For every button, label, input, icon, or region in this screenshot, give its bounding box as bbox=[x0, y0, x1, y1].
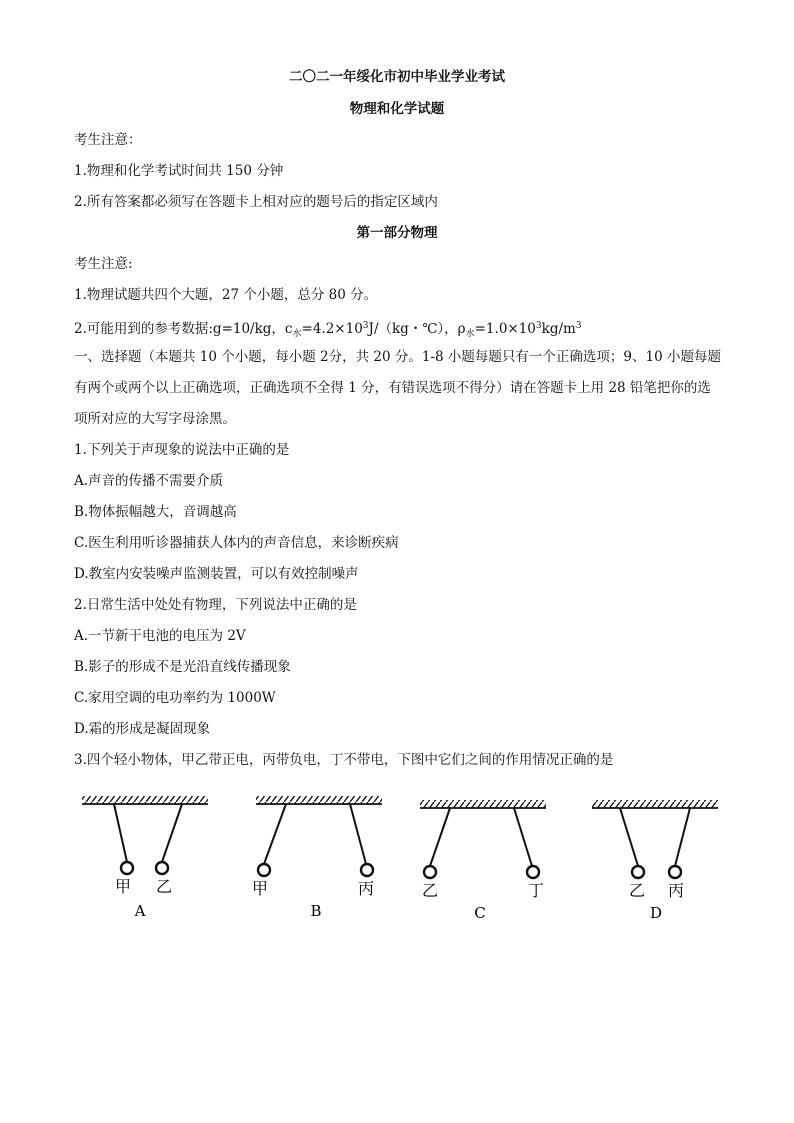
c-unit: J/（kg・℃），ρ bbox=[368, 321, 466, 337]
rho-exponent: 3 bbox=[535, 321, 542, 331]
ball-label-right: 丙 bbox=[357, 879, 375, 898]
reference-data-prefix: 2.可能用到的参考数据:g=10/kg，c bbox=[74, 321, 293, 337]
panel-c bbox=[420, 800, 546, 922]
ceiling-hatch bbox=[256, 796, 382, 804]
part-one-notice-1: 1.物理试题共四个大题，27 个小题，总分 80 分。 bbox=[74, 287, 378, 303]
ball-label-right: 乙 bbox=[155, 877, 173, 896]
thread-right bbox=[675, 808, 690, 866]
ceiling-hatch bbox=[592, 800, 718, 808]
section-one-instructions-line-2: 有两个或两个以上正确选项，正确选项不全得 1 分，有错误选项不得分）请在答题卡上用 28 铅笔把你的选 bbox=[74, 380, 711, 396]
ball-label-left: 甲 bbox=[251, 879, 269, 898]
ball-label-right: 丁 bbox=[527, 881, 545, 900]
question-2-option-d: D.霜的形成是凝固现象 bbox=[74, 721, 211, 737]
ball-label-left: 乙 bbox=[628, 881, 646, 900]
question-2-option-a: A.一节新干电池的电压为 2V bbox=[74, 628, 246, 644]
ceiling-hatch bbox=[82, 796, 208, 804]
thread-right bbox=[350, 804, 366, 864]
question-3-stem: 3.四个轻小物体，甲乙带正电，丙带负电，丁不带电，下图中它们之间的作用情况正确的是 bbox=[74, 752, 614, 768]
thread-left bbox=[620, 808, 638, 866]
c-exponent: 3 bbox=[362, 321, 369, 331]
ball-right bbox=[669, 866, 681, 878]
rho-unit: kg/m bbox=[541, 321, 576, 337]
thread-left bbox=[430, 808, 450, 866]
general-notice-item-1: 1.物理和化学考试时间共 150 分钟 bbox=[74, 163, 284, 179]
ball-left bbox=[424, 866, 436, 878]
ball-label-left: 甲 bbox=[114, 877, 132, 896]
panel-letter: D bbox=[649, 904, 663, 922]
panel-letter: C bbox=[474, 904, 486, 922]
panel-letter: A bbox=[134, 902, 146, 920]
question-1-stem: 1.下列关于声现象的说法中正确的是 bbox=[74, 442, 290, 458]
question-1-option-a: A.声音的传播不需要介质 bbox=[74, 473, 224, 489]
subject-title: 物理和化学试题 bbox=[349, 101, 445, 117]
section-one-instructions-line-3: 项所对应的大写字母涂黑。 bbox=[74, 411, 236, 427]
rho-subscript: 水 bbox=[465, 329, 475, 339]
part-one-notice-heading: 考生注意: bbox=[74, 256, 133, 272]
question-3-figure bbox=[74, 778, 726, 924]
general-notice-item-2: 2.所有答案都必须写在答题卡上相对应的题号后的指定区域内 bbox=[74, 194, 438, 210]
thread-left bbox=[264, 804, 286, 864]
part-one-notice-2 bbox=[74, 317, 582, 343]
ball-label-right: 丙 bbox=[667, 881, 685, 900]
question-1-option-c: C.医生利用听诊器捕获人体内的声音信息，来诊断疾病 bbox=[74, 535, 399, 551]
section-one-instructions-line-1: 一、选择题（本题共 10 个小题，每小题 2分，共 20 分。1-8 小题每题只有一个正确选项；9、10 小题每题 bbox=[74, 349, 721, 365]
panel-letter: B bbox=[310, 902, 322, 920]
question-2-stem: 2.日常生活中处处有物理，下列说法中正确的是 bbox=[74, 597, 357, 613]
c-subscript: 水 bbox=[292, 329, 302, 339]
exam-title: 二〇二一年绥化市初中毕业学业考试 bbox=[289, 69, 505, 85]
charged-balls-figure bbox=[74, 778, 726, 924]
ceiling-hatch bbox=[420, 800, 546, 808]
thread-left bbox=[114, 804, 127, 862]
ball-label-left: 乙 bbox=[421, 881, 439, 900]
question-2-option-b: B.影子的形成不是光沿直线传播现象 bbox=[74, 659, 291, 675]
rho-value: =1.0×10 bbox=[474, 321, 536, 337]
c-value: =4.2×10 bbox=[301, 321, 363, 337]
ball-right bbox=[527, 866, 539, 878]
panel-d bbox=[592, 800, 718, 922]
question-2-option-c: C.家用空调的电功率约为 1000W bbox=[74, 690, 276, 706]
ball-left bbox=[121, 862, 133, 874]
general-notice-heading: 考生注意： bbox=[74, 132, 142, 148]
ball-left bbox=[258, 864, 270, 876]
question-1-option-b: B.物体振幅越大，音调越高 bbox=[74, 504, 237, 520]
question-1-option-d: D.教室内安装噪声监测装置，可以有效控制噪声 bbox=[74, 566, 359, 582]
ball-right bbox=[361, 864, 373, 876]
ball-left bbox=[632, 866, 644, 878]
part-one-title: 第一部分物理 bbox=[356, 225, 438, 241]
thread-right bbox=[162, 804, 182, 862]
thread-right bbox=[514, 808, 532, 866]
rho-unit-exponent: 3 bbox=[575, 321, 582, 331]
ball-right bbox=[156, 862, 168, 874]
panel-a bbox=[82, 796, 208, 920]
panel-b bbox=[252, 796, 382, 920]
